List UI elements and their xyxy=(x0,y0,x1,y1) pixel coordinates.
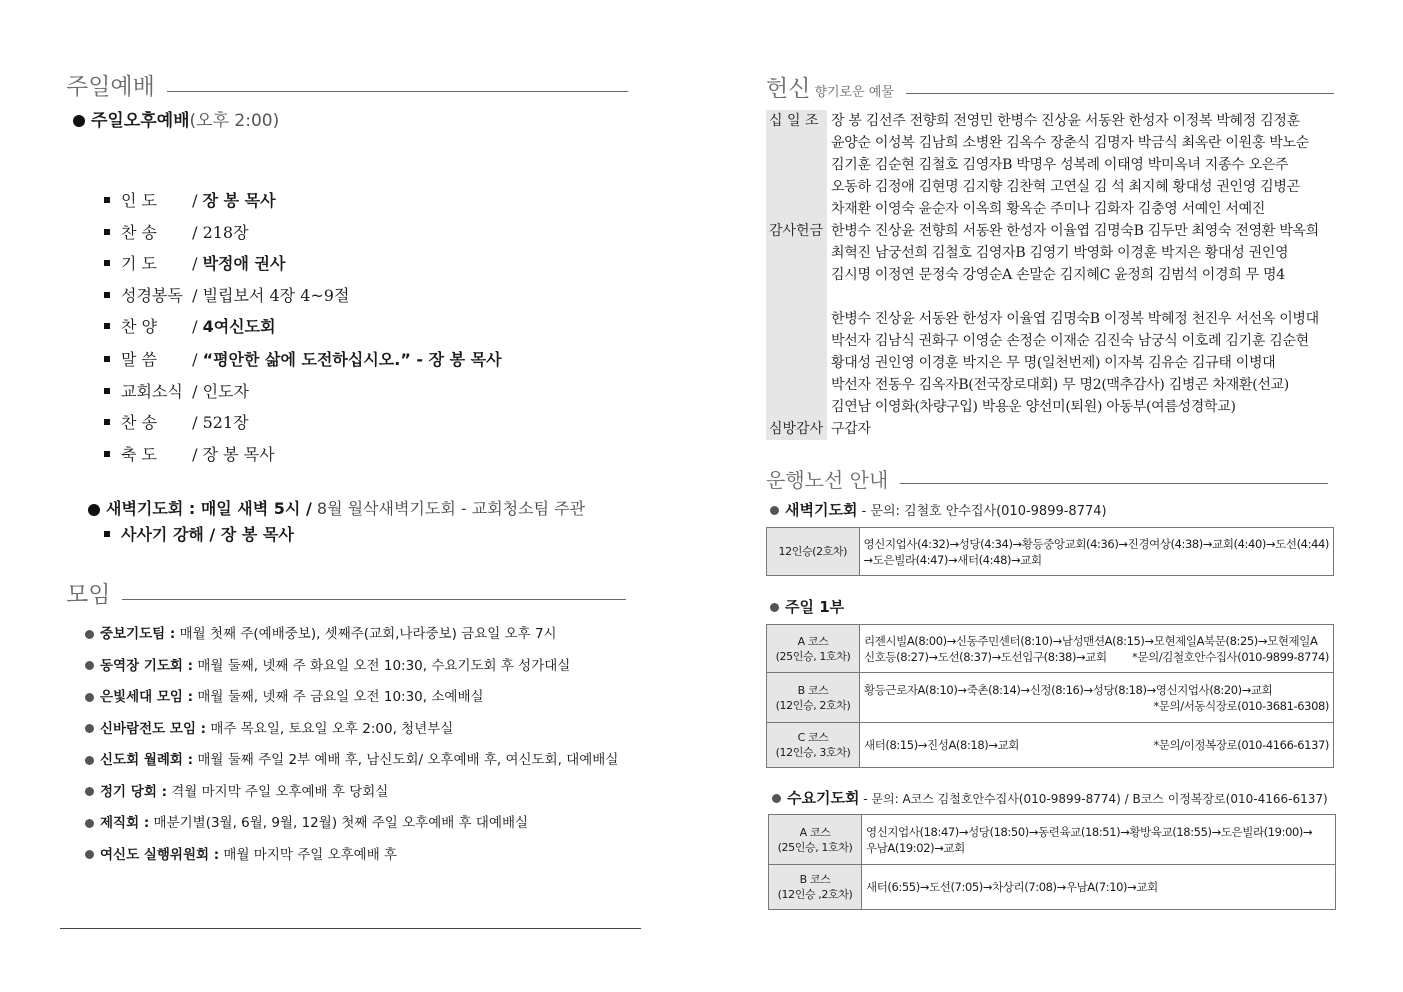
dawn-prayer-detail: 8월 월삭새벽기도회 - 교회청소팀 주관 xyxy=(311,499,586,518)
sunday-route-heading xyxy=(770,596,844,617)
wednesday-route-table xyxy=(768,814,1336,910)
bullet-icon xyxy=(772,794,781,803)
dawn-route-contact: - 문의: 김철호 안수집사(010-9899-8774) xyxy=(857,504,1107,519)
order-value: 장 봉 목사 xyxy=(202,191,276,210)
bullet-icon xyxy=(770,506,779,515)
meeting-name: 제직회 : xyxy=(100,815,150,831)
offering-names-line: 한병수 진상윤 전향희 서동완 한성자 이율엽 김명숙B 김두만 최영숙 전영환 박옥희 xyxy=(831,223,1319,239)
meeting-item xyxy=(85,748,618,768)
meeting-item xyxy=(85,780,388,800)
divider xyxy=(906,93,1334,94)
bullet-icon xyxy=(85,850,94,859)
route-stops xyxy=(862,865,1336,910)
order-label: 말 씀 xyxy=(121,350,157,369)
bullet-icon xyxy=(85,693,94,702)
route-course-label: 12인승(2호차) xyxy=(767,528,860,576)
order-label: 기 도 xyxy=(121,254,157,273)
order-sep: / xyxy=(187,350,203,369)
dawn-prayer xyxy=(88,496,585,519)
order-item xyxy=(104,379,249,402)
bullet-icon xyxy=(85,819,94,828)
route-contact-note: *문의/서동식장로(010-3681-6308) xyxy=(1153,698,1329,713)
order-sep: / xyxy=(187,191,203,210)
offering-section-header xyxy=(766,70,1334,103)
order-value: 장 봉 목사 xyxy=(202,445,275,464)
order-value: “평안한 삶에 도전하십시오.” - 장 봉 목사 xyxy=(202,350,502,369)
meeting-detail: 격월 마지막 주일 오후예배 후 당회실 xyxy=(166,783,389,800)
offering-names-line: 한병수 진상윤 서동완 한성자 이율엽 김명숙B 이정복 박혜정 천진우 서선옥 이병대 xyxy=(831,311,1319,327)
offering-names xyxy=(827,220,1338,418)
route-course-label: A 코스 (25인승, 1호차) xyxy=(767,625,860,673)
route-line-with-note xyxy=(864,737,1329,753)
route-stops-line: 새터(8:15)→진성A(8:18)→교회 xyxy=(864,738,1019,752)
offering-row xyxy=(766,220,1338,418)
sunday-route-name: 주일 1부 xyxy=(785,598,845,616)
route-course-label: B 코스 (12인승 ,2호차) xyxy=(769,865,862,910)
offering-names-line: 장 봉 김선주 전향희 전영민 한병수 진상윤 서동완 한성자 이정복 박혜정 김정훈 xyxy=(831,113,1300,129)
bullet-icon xyxy=(770,603,779,612)
meeting-detail: 매월 마지막 주일 오후예배 후 xyxy=(219,846,398,863)
worship-section-header xyxy=(66,68,628,101)
offering-names-line xyxy=(831,286,1338,308)
bullet-icon xyxy=(85,661,94,670)
route-stops-line: 새터(6:55)→도선(7:05)→차상리(7:08)→우남A(7:10)→교회 xyxy=(866,880,1158,894)
route-row xyxy=(769,815,1336,865)
route-stops xyxy=(860,723,1334,768)
square-bullet-icon xyxy=(104,292,110,298)
dawn-route-name: 새벽기도회 xyxy=(785,501,858,519)
offering-names xyxy=(827,418,1338,440)
square-bullet-icon xyxy=(104,451,110,457)
meeting-item xyxy=(85,654,570,674)
dawn-route-heading xyxy=(770,499,1107,520)
meeting-item xyxy=(85,685,484,705)
route-line-with-note xyxy=(864,649,1329,665)
dawn-prayer-main: 새벽기도회 : 매일 새벽 5시 / xyxy=(106,499,312,518)
route-contact-note: *문의/김철호안수집사(010-9899-8774) xyxy=(1132,649,1329,664)
order-sep: / xyxy=(187,254,203,273)
square-bullet-icon xyxy=(104,260,110,266)
routes-title: 운행노선 안내 xyxy=(766,468,889,492)
route-stops xyxy=(860,673,1334,723)
route-course-label: A 코스 (25인승, 1호차) xyxy=(769,815,862,865)
square-bullet-icon xyxy=(104,531,110,537)
bullet-icon xyxy=(88,504,100,516)
meeting-name: 은빛세대 모임 : xyxy=(100,689,194,705)
offering-names xyxy=(827,110,1338,220)
route-row xyxy=(767,723,1334,768)
order-value: 박정애 권사 xyxy=(202,254,286,273)
route-course-label: C 코스 (12인승, 3호차) xyxy=(767,723,860,768)
bullet-icon xyxy=(85,630,94,639)
route-row xyxy=(767,673,1334,723)
order-label: 찬 송 xyxy=(121,413,157,432)
meeting-detail: 매월 둘째, 넷째 주 금요일 오전 10:30, 소예배실 xyxy=(193,689,484,705)
order-item xyxy=(104,314,276,337)
square-bullet-icon xyxy=(104,197,110,203)
divider xyxy=(900,483,1328,484)
route-contact-note: *문의/이정복장로(010-4166-6137) xyxy=(1153,738,1329,752)
route-stops-line: 황등근로자A(8:10)→죽촌(8:14)→신정(8:16)→성당(8:18)→영신지업사(8:20)→교회 xyxy=(864,682,1273,697)
wednesday-route-contact: - 문의: A코스 김철호안수집사(010-9899-8774) / B코스 이정복장로(010-4166-6137) xyxy=(859,792,1328,806)
offering-names-line: 박선자 전동우 김옥자B(전국장로대회) 무 명2(맥추감사) 김병곤 차재환(선교) xyxy=(831,377,1289,393)
meeting-item xyxy=(85,843,397,863)
offering-names-line: 김기훈 김순현 김철호 김영자B 박명우 성복례 이태영 박미옥녀 지종수 오은주 xyxy=(831,157,1289,173)
meeting-name: 여신도 실행위원회 : xyxy=(100,846,220,863)
order-sep: / xyxy=(187,413,203,432)
offering-names-line: 박선자 김남식 권화구 이영순 손정순 이재순 김진숙 남궁식 이호례 김기훈 김순현 xyxy=(831,333,1309,349)
meetings-section-header xyxy=(66,576,626,609)
order-sep: / xyxy=(187,223,203,242)
divider xyxy=(167,91,628,92)
order-label: 찬 양 xyxy=(121,317,157,336)
route-row xyxy=(767,625,1334,673)
route-stops xyxy=(859,528,1333,576)
order-sep: / xyxy=(187,382,203,401)
meeting-item xyxy=(85,811,528,831)
bullet-icon xyxy=(85,756,94,765)
dawn-route-table xyxy=(766,527,1334,576)
meeting-item xyxy=(85,622,557,642)
order-value: 218장 xyxy=(202,223,249,242)
routes-section-header xyxy=(766,464,1328,493)
meeting-detail: 매주 목요일, 토요일 오후 2:00, 청년부실 xyxy=(206,720,454,737)
meeting-name: 신도회 월례회 : xyxy=(100,752,194,768)
offering-category: 심방감사 xyxy=(766,418,827,440)
offering-names-line: 구갑자 xyxy=(831,421,871,437)
order-label: 교회소식 xyxy=(121,382,183,401)
meeting-item xyxy=(85,717,453,737)
bullet-icon xyxy=(85,724,94,733)
route-stops-line: 우남A(19:02)→교회 xyxy=(866,840,965,855)
meeting-name: 동역장 기도회 : xyxy=(100,657,194,674)
order-item xyxy=(104,410,249,433)
order-sep: / xyxy=(187,317,203,336)
square-bullet-icon xyxy=(104,323,110,329)
route-stops-line: 영신지업사(4:32)→성당(4:34)→황등중앙교회(4:36)→진경여상(4:38)→교회(4:40)→도선(4:44) xyxy=(863,536,1329,551)
route-stops-line: 리젠시빌A(8:00)→신동주민센터(8:10)→남성맨션A(8:15)→모현제일A북문(8:25)→모현제일A xyxy=(864,633,1318,648)
bottom-divider xyxy=(60,928,641,929)
route-stops-line: 영신지업사(18:47)→성당(18:50)→동련육교(18:51)→황방육교(18:55)→도은빌라(19:00)→ xyxy=(866,824,1313,839)
divider xyxy=(122,599,626,600)
offering-names-line: 황대성 권인영 이경훈 박지은 무 명(일천번제) 이자복 김유순 김규태 이병대 xyxy=(831,355,1276,371)
bullet-icon xyxy=(73,115,85,127)
offering-names-line: 최혁진 남궁선희 김철호 김영자B 김영기 박영화 이경훈 박지은 황대성 권인영 xyxy=(831,245,1289,261)
order-value: 인도자 xyxy=(202,382,249,401)
sunday-route-table xyxy=(766,624,1334,768)
order-item xyxy=(104,442,275,465)
offering-row xyxy=(766,110,1338,220)
order-label: 찬 송 xyxy=(121,223,157,242)
route-row xyxy=(769,865,1336,910)
route-row xyxy=(767,528,1334,576)
meeting-detail: 매월 둘째 주일 2부 예배 후, 남신도회/ 오후예배 후, 여신도회, 대예배실 xyxy=(193,752,619,768)
offering-names-line: 김연남 이영화(차량구입) 박용운 양선미(퇴원) 아동부(여름성경학교) xyxy=(831,399,1236,415)
offering-names-line: 김시명 이정연 문정숙 강영순A 손말순 김지혜C 윤정희 김범석 이경희 무 명4 xyxy=(831,267,1285,283)
offering-subtitle: 향기로운 예물 xyxy=(814,85,894,100)
order-item xyxy=(104,188,276,211)
offering-table xyxy=(766,110,1338,440)
order-item xyxy=(104,283,349,306)
bullet-icon xyxy=(85,787,94,796)
order-label: 성경봉독 xyxy=(121,286,183,305)
order-label: 인 도 xyxy=(121,191,157,210)
meetings-title: 모임 xyxy=(66,582,111,608)
meeting-name: 신바람전도 모임 : xyxy=(100,720,207,737)
service-name: 주일오후예배 xyxy=(91,111,190,131)
offering-row xyxy=(766,418,1338,440)
order-sep: / xyxy=(187,286,203,305)
meeting-name: 중보기도팀 : xyxy=(100,626,176,642)
route-stops xyxy=(862,815,1336,865)
route-course-label: B 코스 (12인승, 2호차) xyxy=(767,673,860,723)
square-bullet-icon xyxy=(104,388,110,394)
meeting-detail: 매월 둘째, 넷째 주 화요일 오전 10:30, 수요기도회 후 성가대실 xyxy=(193,657,571,674)
service-heading xyxy=(73,106,279,131)
square-bullet-icon xyxy=(104,229,110,235)
order-value: 4여신도회 xyxy=(202,317,276,336)
offering-category: 감사헌금 xyxy=(766,220,827,418)
order-item xyxy=(104,251,285,274)
meeting-detail: 매분기별(3월, 6월, 9월, 12월) 첫째 주일 오후예배 후 대예배실 xyxy=(149,815,529,831)
service-time: (오후 2:00) xyxy=(189,111,280,131)
dawn-prayer-sub xyxy=(104,522,294,545)
offering-category: 십 일 조 xyxy=(766,110,827,220)
meeting-name: 정기 당회 : xyxy=(100,783,167,800)
route-stops-line: →도은빌라(4:47)→새터(4:48)→교회 xyxy=(863,552,1042,567)
square-bullet-icon xyxy=(104,419,110,425)
order-item xyxy=(104,220,249,243)
offering-names-line: 윤양순 이성복 김남희 소병완 김옥수 장춘식 김명자 박금식 최옥란 이원홍 박노순 xyxy=(831,135,1309,151)
order-value: 521장 xyxy=(202,413,249,432)
order-value: 빌립보서 4장 4~9절 xyxy=(202,286,350,305)
worship-title: 주일예배 xyxy=(66,74,155,100)
offering-title: 헌신 xyxy=(766,76,811,102)
wednesday-route-name: 수요기도회 xyxy=(787,789,860,807)
offering-names-line: 오동하 김정애 김현명 김지향 김찬혁 고연실 김 석 최지혜 황대성 권인영 김병곤 xyxy=(831,179,1300,195)
route-line-with-note xyxy=(864,698,1329,714)
order-sep: / xyxy=(187,445,203,464)
order-label: 축 도 xyxy=(121,445,157,464)
route-stops xyxy=(860,625,1334,673)
dawn-prayer-sub-text: 사사기 강해 / 장 봉 목사 xyxy=(121,525,294,544)
meeting-detail: 매월 첫째 주(예배중보), 셋째주(교회,나라중보) 금요일 오후 7시 xyxy=(175,626,557,642)
offering-names-line: 차재환 이영숙 윤순자 이옥희 황옥순 주미나 김화자 김충영 서예인 서예진 xyxy=(831,201,1266,217)
route-stops-line: 신호등(8:27)→도선(8:37)→도선입구(8:38)→교회 xyxy=(864,649,1107,664)
wednesday-route-heading xyxy=(772,787,1328,808)
square-bullet-icon xyxy=(104,356,110,362)
order-item xyxy=(104,347,502,370)
